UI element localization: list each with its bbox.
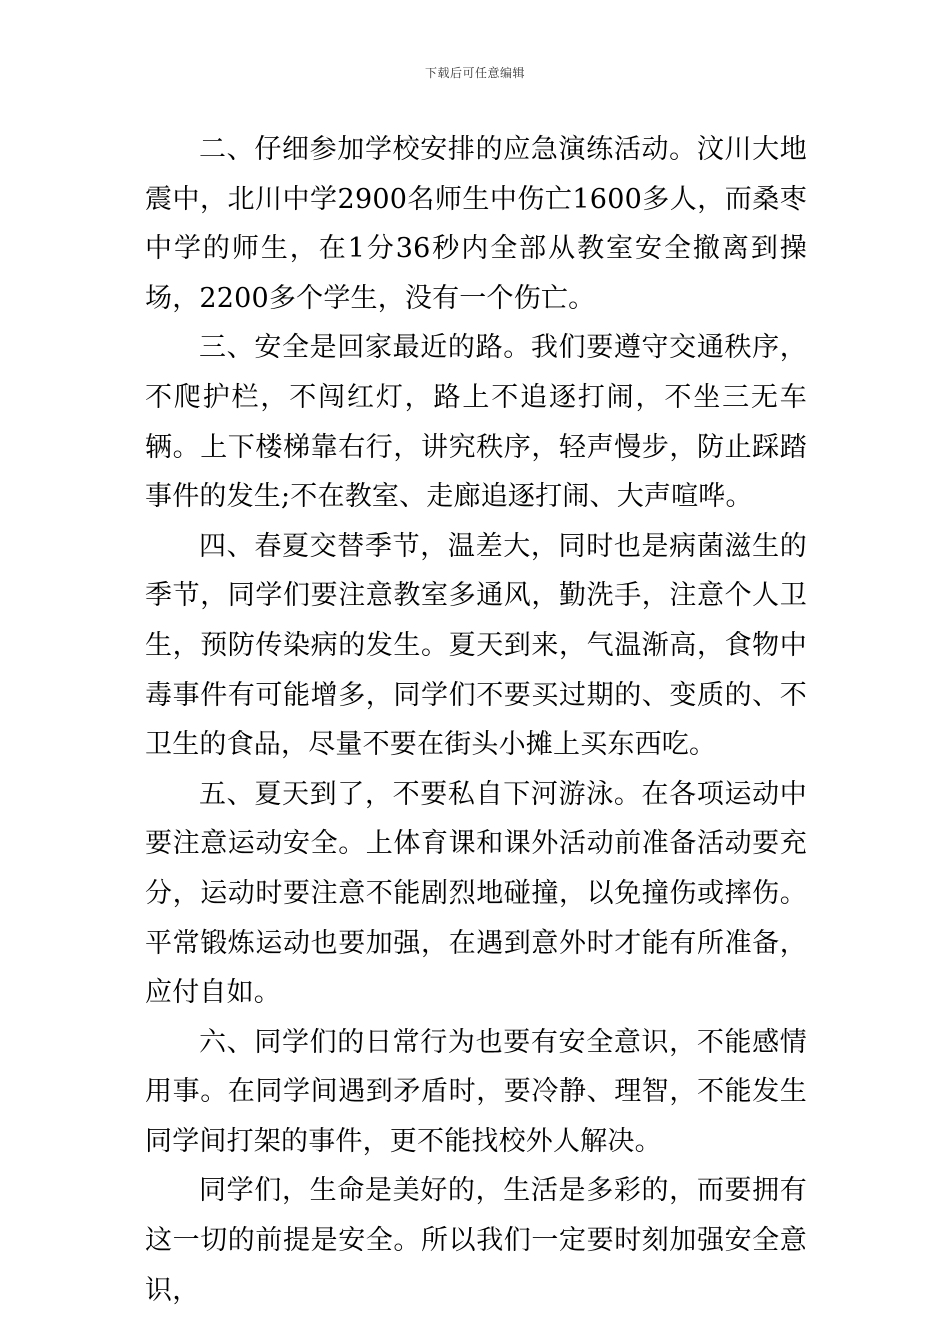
paragraph-behavior: 六、同学们的日常行为也要有安全意识，不能感情用事。在同学间遇到矛盾时，要冷静、理智，不能发生同学间打架的事件，更不能找校外人解决。	[145, 1026, 807, 1157]
paragraph-hygiene: 四、春夏交替季节，温差大，同时也是病菌滋生的季节，同学们要注意教室多通风，勤洗手，注意个人卫生，预防传染病的发生。夏天到来，气温渐高，食物中毒事件有可能增多，同学们不要买过期的、变质的、不卫生的食品，尽量不要在街头小摊上买东西吃。	[145, 530, 807, 761]
paragraph-conclusion: 同学们，生命是美好的，生活是多彩的，而要拥有这一切的前提是安全。所以我们一定要时刻加强安全意识，	[145, 1175, 807, 1306]
paragraph-drill: 二、仔细参加学校安排的应急演练活动。汶川大地震中，北川中学2900名师生中伤亡1600多人，而桑枣中学的师生，在1分36秒内全部从教室安全撤离到操场，2200多个学生，没有一个伤亡。	[145, 134, 807, 314]
document-body	[145, 125, 807, 1315]
page-header: 下载后可任意编辑	[424, 66, 525, 80]
paragraph-swimming-sports: 五、夏天到了，不要私自下河游泳。在各项运动中要注意运动安全。上体育课和课外活动前准备活动要充分，运动时要注意不能剧烈地碰撞，以免撞伤或摔伤。平常锻炼运动也要加强，在遇到意外时才能有所准备，应付自如。	[145, 778, 807, 1009]
paragraph-traffic-safety: 三、安全是回家最近的路。我们要遵守交通秩序，不爬护栏，不闯红灯，路上不追逐打闹，不坐三无车辆。上下楼梯靠右行，讲究秩序，轻声慢步，防止踩踏事件的发生;不在教室、走廊追逐打闹、大声喧哗。	[145, 332, 807, 513]
